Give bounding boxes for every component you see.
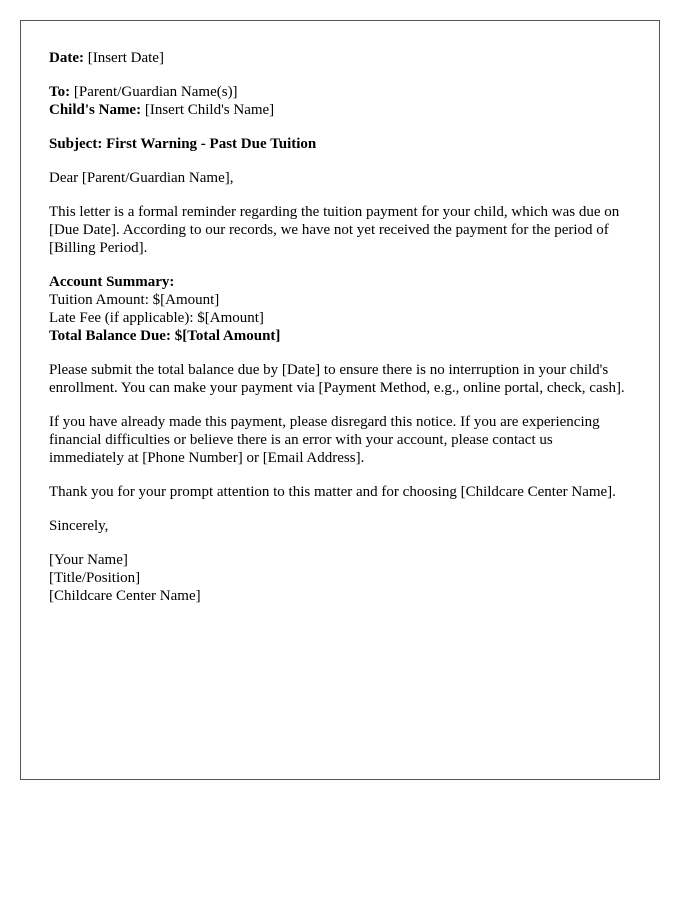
paragraph-thanks: Thank you for your prompt attention to this matter and for choosing [Childcare Center Name].	[49, 484, 616, 500]
recipient-block	[49, 83, 631, 119]
paragraph-payment: Please submit the total balance due by [Date] to ensure there is no interruption in your child's enrollment. You can make your payment via [Payment Method, e.g., online portal, check, cash].	[49, 362, 625, 396]
total-balance-due: Total Balance Due: $[Total Amount]	[49, 328, 281, 344]
signature-name: [Your Name]	[49, 552, 128, 568]
signature-center: [Childcare Center Name]	[49, 588, 201, 604]
subject-line: Subject: First Warning - Past Due Tuition	[49, 136, 317, 152]
signature-block	[49, 551, 631, 605]
closing: Sincerely,	[49, 518, 109, 534]
date-value: [Insert Date]	[83, 50, 164, 66]
paragraph-disregard: If you have already made this payment, please disregard this notice. If you are experiencing financial difficulties or believe there is an error with your account, please contact us immediately at [Phone Number] or [Email Address].	[49, 414, 600, 466]
salutation: Dear [Parent/Guardian Name],	[49, 170, 234, 186]
date-line	[49, 49, 631, 67]
account-summary-heading: Account Summary:	[49, 274, 175, 290]
account-summary	[49, 273, 631, 345]
child-name-value: [Insert Child's Name]	[141, 102, 275, 118]
paragraph-reminder: This letter is a formal reminder regarding the tuition payment for your child, which was due on [Due Date]. According to our records, we have not yet received the payment for the period of [Billing Period].	[49, 204, 620, 256]
letter-page	[20, 20, 660, 780]
signature-title: [Title/Position]	[49, 570, 141, 586]
to-line	[49, 83, 631, 101]
child-name-line	[49, 101, 631, 119]
late-fee: Late Fee (if applicable): $[Amount]	[49, 310, 264, 326]
child-name-label: Child's Name:	[49, 102, 142, 118]
tuition-amount: Tuition Amount: $[Amount]	[49, 292, 220, 308]
to-value: [Parent/Guardian Name(s)]	[70, 84, 238, 100]
to-label: To:	[49, 84, 71, 100]
date-label: Date:	[49, 50, 84, 66]
